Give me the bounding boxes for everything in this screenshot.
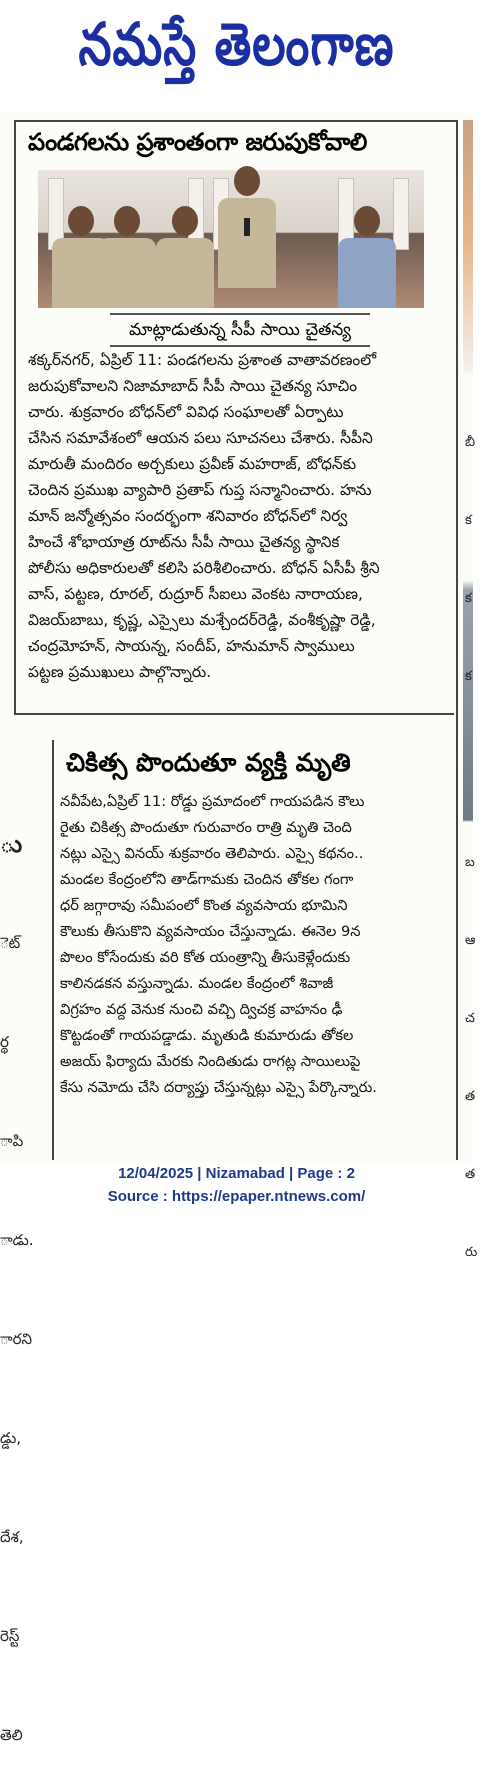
newspaper-title: నమస్తే తెలంగాణ — [78, 10, 395, 80]
article-line: చంద్రమోహన్, సాయన్న, సందీప్, హనుమాన్ స్వాములు — [28, 637, 355, 655]
left-fragment: ారని — [0, 1330, 32, 1348]
masthead — [0, 0, 473, 104]
article-line: పొలం కోసేందుకు వరి కోత యంత్రాన్ని తీసుకెళ్లేందుకు — [60, 949, 351, 966]
right-fragment: రు — [465, 1245, 478, 1260]
article-line: కాలినడకన వస్తున్నాడు. మండల కేంద్రంలో శివాజీ — [60, 975, 334, 992]
column-rule-right — [456, 120, 458, 1160]
right-fragment: ఆ — [465, 933, 476, 948]
article-line: విజయ్‌బాబు, కృష్ణ, ఎస్సైలు మశ్చేందర్‌రెడ్డి, వంశీకృష్ణా రెడ్డి, — [28, 611, 376, 629]
article-line: నట్లు ఎస్సై వినయ్ శుక్రవారం తెలిపారు. ఎస్సై కథనం.. — [60, 845, 364, 862]
footer-date-page: 12/04/2025 | Nizamabad | Page : 2 — [118, 1165, 355, 1182]
left-fragment: ర్థ — [0, 1033, 9, 1051]
section-rule-middle — [14, 713, 454, 715]
right-fragment: త — [465, 1089, 476, 1104]
right-fragments-top — [465, 378, 482, 742]
news-photo — [38, 170, 424, 308]
left-fragment: రెస్ట్ — [0, 1627, 20, 1645]
article-line: పోలీసు అధికారులతో కలిసి పరిశీలించారు. బోధన్ ఏసీపీ శ్రీని — [28, 559, 380, 577]
article-line: జరుపుకోవాలని నిజామాబాద్ సీపీ సాయి చైతన్య సూచిం — [28, 377, 358, 395]
microphone-icon — [244, 218, 250, 236]
article-headline: పండగలను ప్రశాంతంగా జరుపుకోవాలి — [28, 128, 367, 156]
article-line: ధర్ జగ్గారావు సమీపంలో కొంత వ్యవసాయ భూమిని — [60, 897, 348, 914]
column-rule-left-top — [14, 120, 16, 715]
left-fragment: ు — [0, 830, 23, 858]
right-column-strip — [463, 120, 478, 1260]
article-line: చారు. శుక్రవారం బోధన్‌లో వివిధ సంఘాలతో ఏర్పాటు — [28, 403, 344, 421]
person-figure — [156, 206, 214, 308]
article-line: మాన్ జన్మోత్సవం సందర్భంగా శనివారం బోధన్‌లో నిర్వ — [28, 507, 348, 525]
section-rule-top — [14, 120, 456, 122]
left-fragment: తెలి — [0, 1726, 23, 1744]
left-fragment: ాడు. — [0, 1231, 34, 1249]
article-line: నవీపేట,ఏప్రిల్ 11: రోడ్డు ప్రమాదంలో గాయపడిన కౌలు — [60, 793, 365, 810]
article-line: రైతు చికిత్స పొందుతూ గురువారం రాత్రి మృతి చెంది — [60, 819, 352, 836]
person-figure — [338, 206, 396, 308]
left-fragment: ాపి — [0, 1132, 24, 1150]
article-line: మారుతీ మందిరం అర్చకులు ప్రవీణ్ మహరాజ్, బోధన్‌కు — [28, 455, 357, 473]
right-fragment: బ — [465, 855, 475, 870]
left-fragment: దేశ, — [0, 1528, 24, 1546]
photo-caption: మాట్లాడుతున్న సీపీ సాయి చైతన్య — [110, 313, 370, 347]
article-body — [28, 347, 448, 685]
article-line: చేసిన సమావేశంలో ఆయన పలు సూచనలు చేశారు. సీపీని — [28, 429, 373, 447]
left-column-fragments — [0, 762, 50, 1744]
right-fragments-bottom — [465, 798, 482, 1318]
right-fragment: చ — [465, 1011, 475, 1026]
article-line: చెందిన ప్రముఖ వ్యాపారి ప్రతాప్ గుప్త సన్మానించారు. హను — [28, 481, 372, 499]
article-line: కేసు నమోదు చేసి దర్యాప్తు చేస్తున్నట్లు ఎస్సై పేర్కొన్నారు. — [60, 1079, 377, 1096]
left-fragment: ెట్ — [0, 934, 21, 952]
article-headline: చికిత్స పొందుతూ వ్యక్తి మృతి — [66, 748, 351, 777]
right-fragment: త — [465, 1167, 476, 1182]
article-line: వాస్, పట్టణ, రూరల్, రుద్రూర్ సీఐలు వెంకట నారాయణ, — [28, 585, 363, 603]
right-fragment: క — [465, 591, 472, 606]
article-line: శక్కర్‌నగర్, ఏప్రిల్ 11: పండగలను ప్రశాంత వాతావరణంలో — [28, 351, 377, 369]
article-body — [60, 789, 452, 1101]
right-fragment: క — [465, 513, 472, 528]
article-line: మండల కేంద్రంలోని తాడ్‌గామకు చెందిన తోకల గంగా — [60, 871, 354, 888]
right-fragment: క — [465, 669, 472, 684]
right-fragment: బీ — [465, 435, 476, 450]
article-line: అజయ్ ఫిర్యాదు మేరకు నిందితుడు రాగట్ల సాయిలుపై — [60, 1053, 361, 1070]
article-line: కౌలుకు తీసుకొని వ్యవసాయం చేస్తున్నాడు. ఈనెల 9న — [60, 923, 361, 940]
person-figure — [98, 206, 156, 308]
left-fragment: డ్డు, — [0, 1429, 22, 1447]
footer-source-link[interactable]: Source : https://epaper.ntnews.com/ — [107, 1188, 366, 1205]
article-line: విగ్రహం వద్ద వెనుక నుంచి వచ్చి ద్విచక్ర వాహనం ఢీ — [60, 1001, 343, 1018]
column-rule-left-bottom — [52, 740, 54, 1160]
article-line: హించే శోభాయాత్ర రూట్‌ను సీపీ సాయి చైతన్య స్థానిక — [28, 533, 340, 551]
article-line: కొట్టడంతో గాయపడ్డాడు. మృతుడి కుమారుడు తోకల — [60, 1027, 354, 1044]
article-line: పట్టణ ప్రముఖులు పాల్గొన్నారు. — [28, 663, 212, 681]
